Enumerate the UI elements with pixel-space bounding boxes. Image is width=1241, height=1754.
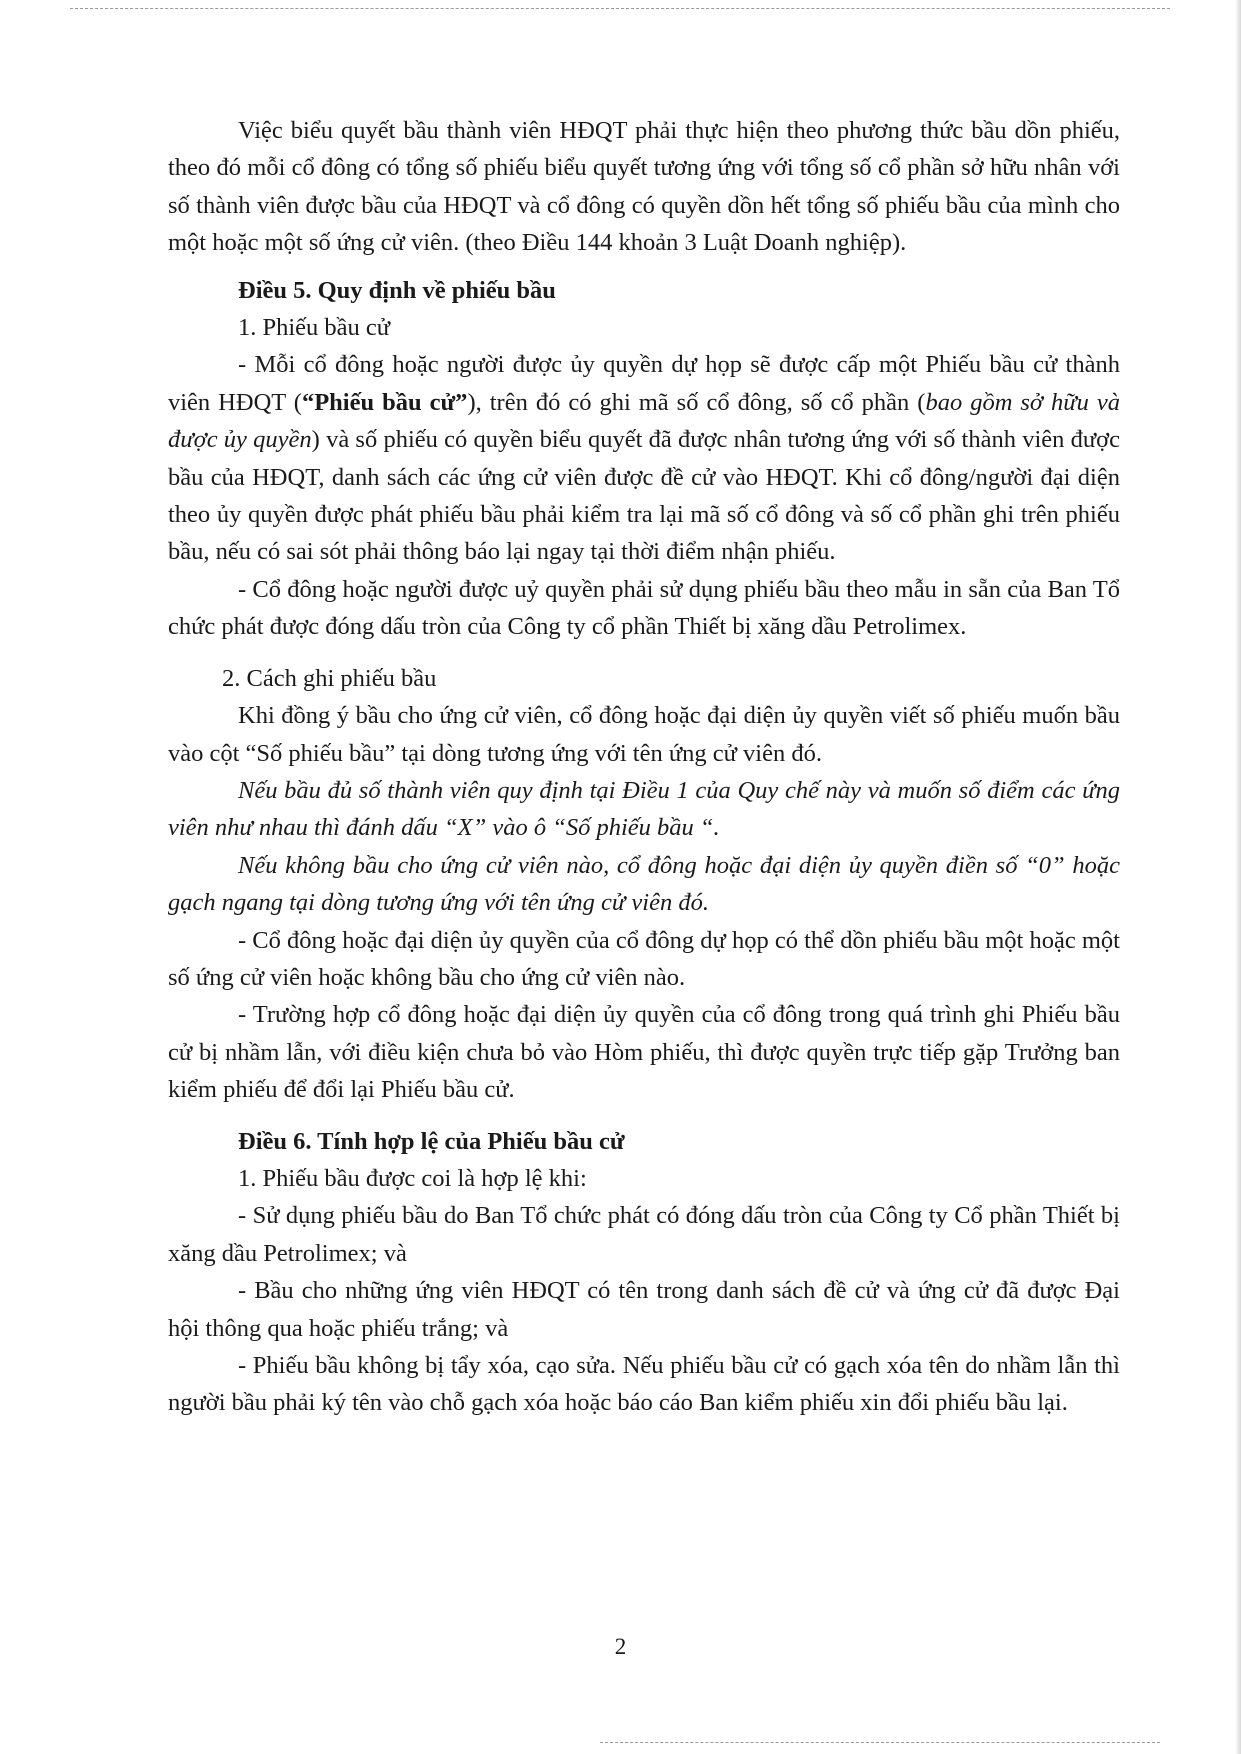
article-5-sub-2: 2. Cách ghi phiếu bầu [222,664,437,692]
text-run: - Mỗi cổ đông hoặc người được ủy quyền dự họp sẽ được cấp một Phiếu bầu cử thành viên HĐQT ( [168,351,1120,416]
bold-term: “Phiếu bầu cử” [301,388,468,416]
article-6-paragraph-2: - Bầu cho những ứng viên HĐQT có tên trong danh sách đề cử và ứng cử đã được Đại hội thông qua hoặc phiếu trắng; và [168,1277,1120,1342]
article-5-sub-1: 1. Phiếu bầu cử [238,314,391,342]
article-5-paragraph-3: Khi đồng ý bầu cho ứng cử viên, cổ đông hoặc đại diện ủy quyền viết số phiếu muốn bầu vào cột “Số phiếu bầu” tại dòng tương ứng với tên ứng cử viên đó. [168,702,1120,767]
document-body [168,112,1120,1422]
article-6-paragraph-1: - Sử dụng phiếu bầu do Ban Tổ chức phát có đóng dấu tròn của Công ty Cổ phần Thiết bị xăng dầu Petrolimex; và [168,1202,1120,1267]
article-6-paragraph-3: - Phiếu bầu không bị tẩy xóa, cạo sửa. Nếu phiếu bầu cử có gạch xóa tên do nhầm lẫn thì người bầu phải ký tên vào chỗ gạch xóa hoặc báo cáo Ban kiểm phiếu xin đổi phiếu bầu lại. [168,1352,1120,1417]
text-run: ), trên đó có ghi mã số cổ đông, số cổ phần ( [467,388,926,416]
article-5-paragraph-2: - Cổ đông hoặc người được uỷ quyền phải sử dụng phiếu bầu theo mẫu in sẵn của Ban Tổ chức phát được đóng dấu tròn của Công ty cổ phần Thiết bị xăng dầu Petrolimex. [168,575,1120,641]
article-5-paragraph-7: - Trường hợp cổ đông hoặc đại diện ủy quyền của cổ đông trong quá trình ghi Phiếu bầu cử bị nhầm lẫn, với điều kiện chưa bỏ vào Hòm phiếu, thì được quyền trực tiếp gặp Trưởng ban kiểm phiếu để đổi lại Phiếu bầu cử. [168,1001,1120,1104]
article-6-sub-1: 1. Phiếu bầu được coi là hợp lệ khi: [238,1164,587,1192]
text-run: ) và số phiếu có quyền biểu quyết đã được nhân tương ứng với số thành viên được bầu của HĐQT, danh sách các ứng cử viên được đề cử vào HĐQT. Khi cổ đông/người đại diện theo ủy quyền được phát phiếu bầu phải kiểm tra lại mã số cổ đông và số cổ phần ghi trên phiếu bầu, nếu có sai sót phải thông báo lại ngay tại thời điểm nhận phiếu. [168,426,1121,566]
article-6-heading: Điều 6. Tính hợp lệ của Phiếu bầu cử [238,1127,625,1155]
article-5-paragraph-1 [168,346,1120,570]
scan-artifact-bottom [600,1742,1160,1743]
intro-paragraph: Việc biểu quyết bầu thành viên HĐQT phải thực hiện theo phương thức bầu dồn phiếu, theo đó mỗi cổ đông có tổng số phiếu biểu quyết tương ứng với tổng số cổ phần sở hữu nhân với số thành viên được bầu của HĐQT và cổ đông có quyền dồn hết tổng số phiếu bầu của mình cho một hoặc một số ứng cử viên. (theo Điều 144 khoản 3 Luật Doanh nghiệp). [168,117,1120,257]
scan-edge [1235,0,1241,1754]
article-5-paragraph-4: Nếu bầu đủ số thành viên quy định tại Điều 1 của Quy chế này và muốn số điểm các ứng viên như nhau thì đánh dấu “X” vào ô “Số phiếu bầu “. [168,776,1120,842]
article-5-paragraph-5: Nếu không bầu cho ứng cử viên nào, cổ đông hoặc đại diện ủy quyền điền số “0” hoặc gạch ngang tại dòng tương ứng với tên ứng cử viên đó. [168,851,1120,917]
page-number: 2 [614,1634,627,1659]
article-5-paragraph-6: - Cổ đông hoặc đại diện ủy quyền của cổ đông dự họp có thể dồn phiếu bầu một hoặc một số ứng cử viên hoặc không bầu cho ứng cử viên nào. [168,926,1120,991]
scan-artifact-top [70,8,1170,9]
italic-term: bao gồm sở hữu và được ủy quyền [168,388,1120,454]
article-5-heading: Điều 5. Quy định về phiếu bầu [238,276,556,304]
